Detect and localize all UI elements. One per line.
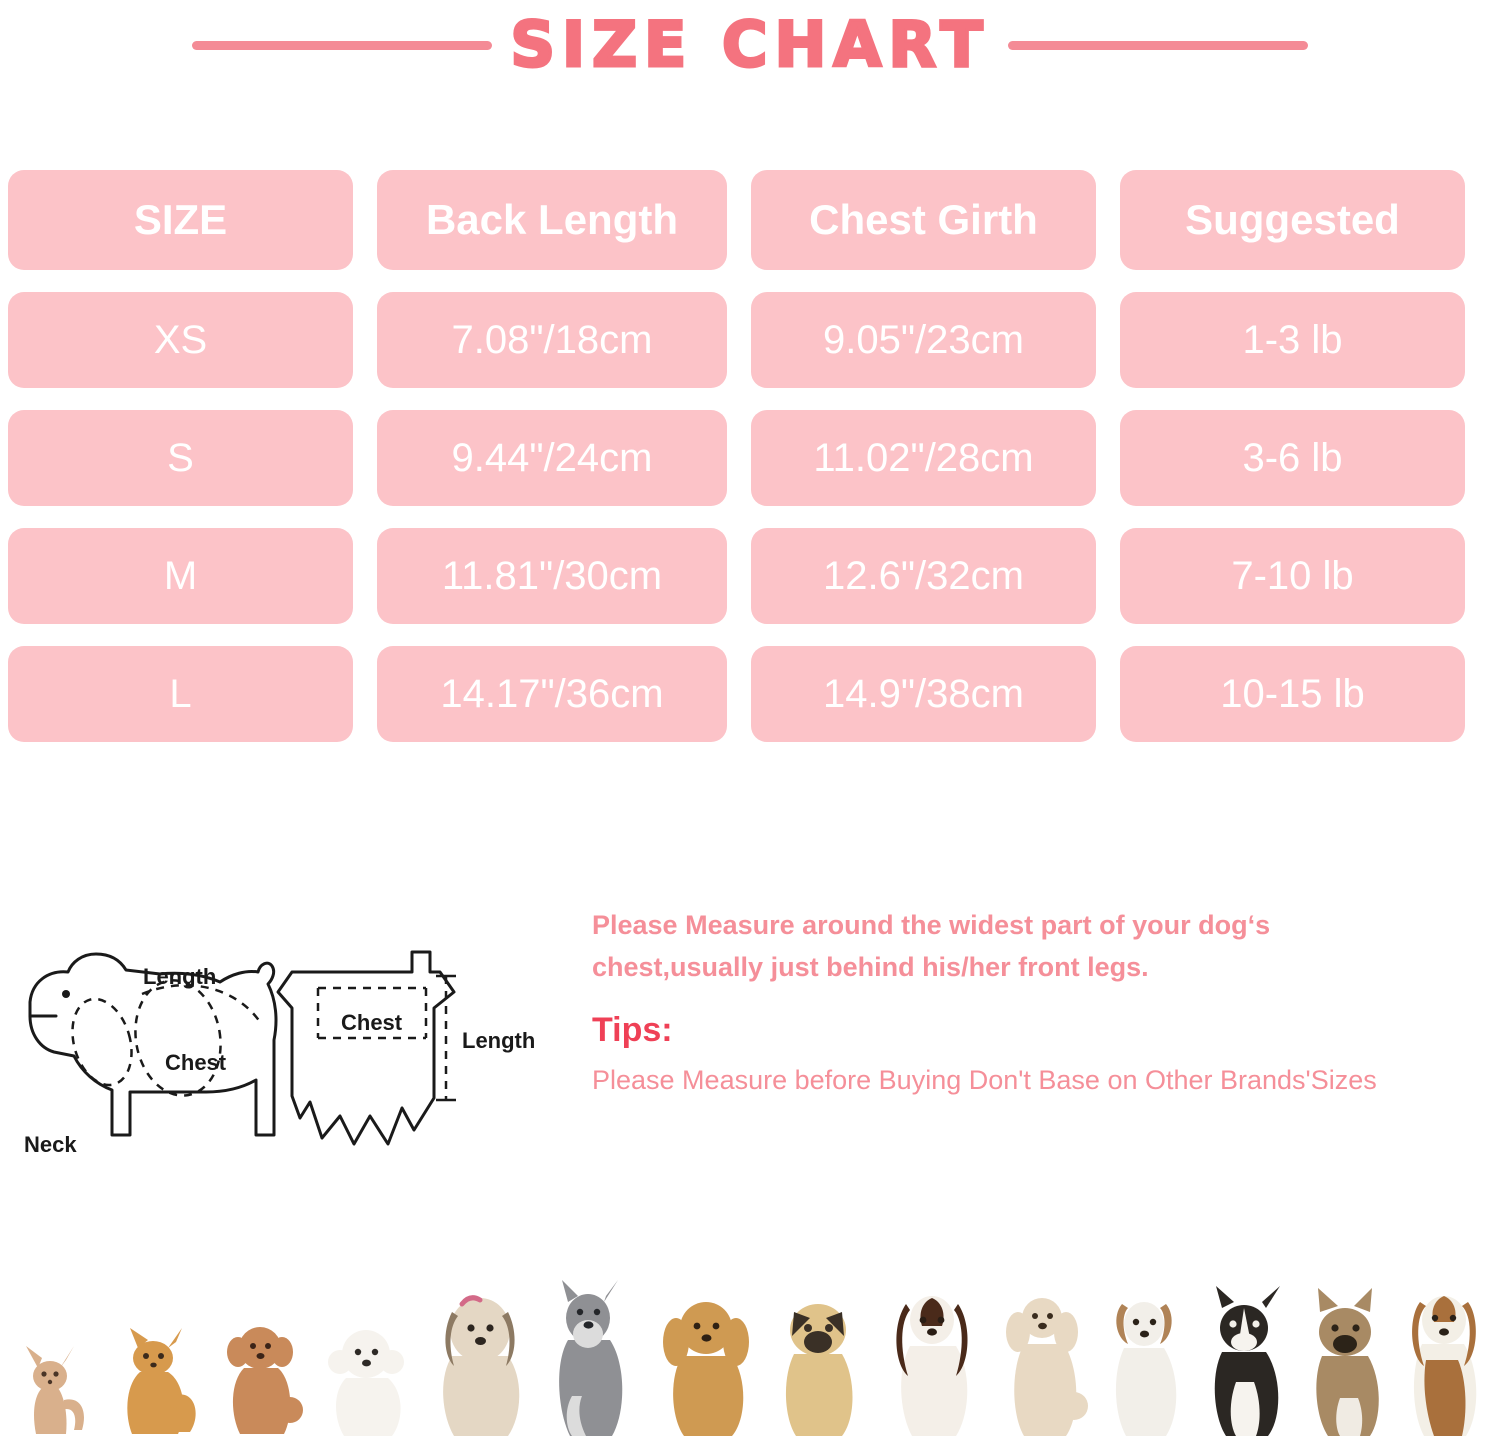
cell-size: XS [8, 292, 353, 388]
size-chart-table [8, 170, 1488, 742]
cell-chest-girth: 14.9"/38cm [751, 646, 1096, 742]
cell-back-length: 9.44"/24cm [377, 410, 727, 506]
dog-icon-chihuahua [8, 1338, 100, 1438]
tips-body-text: Please Measure before Buying Don't Base on Other Brands'Sizes [592, 1064, 1377, 1095]
cell-suggested: 3-6 lb [1120, 410, 1465, 506]
column-header-suggested: Suggested [1120, 170, 1465, 270]
column-header-back-length: Back Length [377, 170, 727, 270]
page-title-row [0, 0, 1500, 90]
dog-icon-pug [770, 1288, 870, 1438]
cell-back-length: 11.81"/30cm [377, 528, 727, 624]
cell-back-length: 14.17"/36cm [377, 646, 727, 742]
measure-instruction-text: Please Measure around the widest part of your dog‘s chest,usually just behind his/her front legs. [592, 910, 1271, 982]
measurement-diagram [10, 930, 555, 1190]
dog-icon-jack-russell-terrier [1098, 1280, 1194, 1438]
column-header-chest-girth: Chest Girth [751, 170, 1096, 270]
cell-size: L [8, 646, 353, 742]
column-header-size: SIZE [8, 170, 353, 270]
cell-chest-girth: 9.05"/23cm [751, 292, 1096, 388]
dog-icon-shih-tzu [428, 1286, 534, 1438]
dog-and-garment-outline-icon [10, 930, 555, 1190]
dog-icon-standard-poodle [996, 1288, 1092, 1438]
diagram-label-chest: Chest [165, 1050, 227, 1075]
table-header-row [8, 170, 1488, 270]
table-row [8, 410, 1488, 506]
diagram-label-length: Length [143, 964, 217, 989]
dog-icon-schnauzer [542, 1278, 640, 1438]
dog-icon-cavalier-king-charles [882, 1280, 986, 1438]
measurement-guide-section [0, 900, 1500, 1280]
dog-icon-boston-terrier [1200, 1286, 1296, 1438]
dog-icon-pomeranian [108, 1322, 208, 1438]
dog-icon-poodle [214, 1318, 312, 1438]
cell-back-length: 7.08"/18cm [377, 292, 727, 388]
title-rule-right [1008, 41, 1308, 50]
diagram-label-neck: Neck [24, 1132, 77, 1157]
cell-size: S [8, 410, 353, 506]
cell-suggested: 7-10 lb [1120, 528, 1465, 624]
cell-chest-girth: 11.02"/28cm [751, 410, 1096, 506]
cell-size: M [8, 528, 353, 624]
dog-icon-french-bulldog [1300, 1286, 1396, 1438]
dog-icon-cockapoo [656, 1288, 760, 1438]
page-title: SIZE CHART [510, 8, 990, 81]
dog-icon-beagle [1396, 1274, 1496, 1438]
title-rule-left [192, 41, 492, 50]
table-row [8, 292, 1488, 388]
diagram-label-garment-chest: Chest [341, 1010, 403, 1035]
cell-suggested: 1-3 lb [1120, 292, 1465, 388]
cell-suggested: 10-15 lb [1120, 646, 1465, 742]
diagram-label-garment-length: Length [462, 1028, 536, 1053]
tips-label: Tips: [592, 1010, 673, 1049]
table-row [8, 646, 1488, 742]
cell-chest-girth: 12.6"/32cm [751, 528, 1096, 624]
dog-icon-bichon [316, 1322, 420, 1438]
notes-block [592, 905, 1422, 1102]
dog-breed-strip [0, 1262, 1500, 1442]
table-row [8, 528, 1488, 624]
